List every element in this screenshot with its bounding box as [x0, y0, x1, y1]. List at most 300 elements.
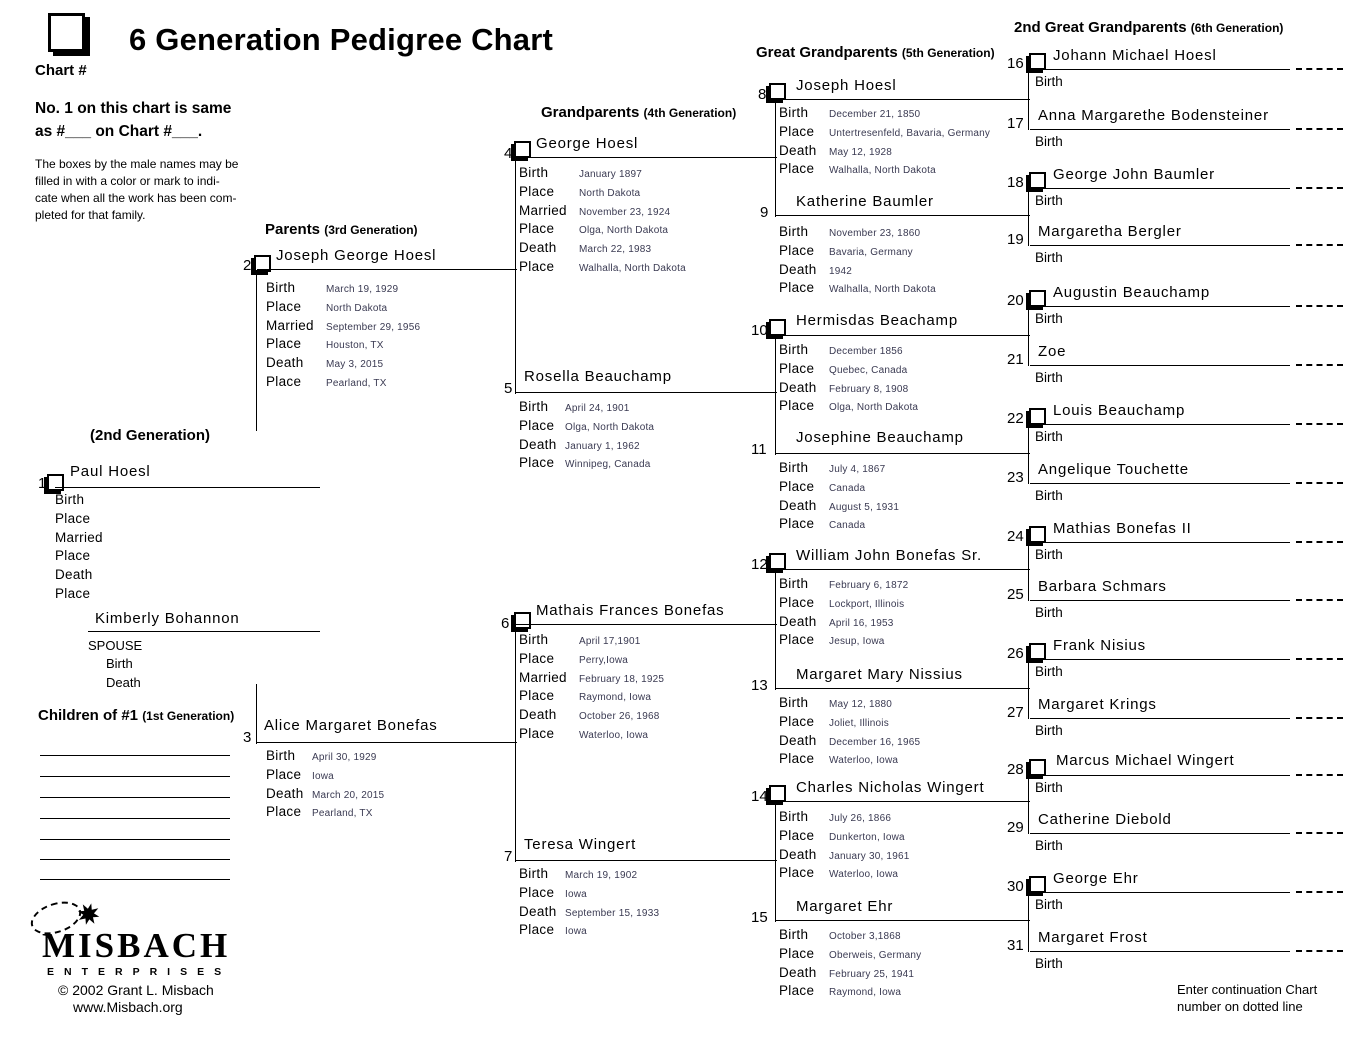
person-number: 28	[1007, 761, 1024, 778]
male-checkbox[interactable]	[1029, 408, 1046, 425]
field-value: Perry,Iowa	[579, 654, 629, 666]
name-line	[776, 920, 1030, 921]
connector-line	[1028, 188, 1029, 246]
continuation-dash-line[interactable]	[1296, 305, 1343, 307]
field-value: Iowa	[312, 770, 334, 782]
name-line	[1030, 951, 1290, 952]
name-line	[1030, 483, 1290, 484]
field-value: Houston, TX	[326, 340, 384, 352]
field-value: April 24, 1901	[565, 403, 630, 414]
field-label: Death	[519, 707, 557, 723]
children-blank-line[interactable]	[40, 776, 230, 777]
person-fields	[266, 748, 384, 823]
field-value: October 3,1868	[829, 931, 901, 942]
children-blank-line[interactable]	[40, 859, 230, 860]
field-value: February 8, 1908	[829, 383, 909, 395]
field-value: April 30, 1929	[312, 752, 377, 763]
name-line	[1030, 424, 1290, 425]
field-label: Birth	[779, 809, 809, 824]
person-name: Frank Nisius	[1053, 637, 1146, 654]
person-number: 4	[504, 145, 513, 162]
field-value: Waterloo, Iowa	[579, 729, 649, 741]
field-value: October 26, 1968	[579, 711, 660, 723]
person-name: Joseph George Hoesl	[276, 247, 437, 264]
birth-label: Birth	[1035, 250, 1063, 265]
person-fields	[779, 224, 936, 299]
birth-label: Birth	[1035, 605, 1063, 620]
person-name: Zoe	[1038, 343, 1067, 360]
name-line	[1030, 129, 1290, 130]
field-value: Waterloo, Iowa	[829, 755, 899, 767]
person-number: 19	[1007, 231, 1024, 248]
field-label: Place	[779, 751, 815, 767]
person-fields	[519, 399, 654, 474]
field-label: Place	[779, 242, 815, 258]
connector-line	[1028, 659, 1029, 719]
person-name: Hermisdas Beachamp	[796, 312, 958, 329]
field-label: Birth	[779, 342, 809, 357]
person-fields	[779, 927, 921, 1002]
field-value: Iowa	[565, 926, 587, 938]
chart-reference-note-line1: No. 1 on this chart is same	[35, 100, 232, 117]
person-number: 26	[1007, 645, 1024, 662]
person-name: George Hoesl	[536, 135, 639, 152]
field-value: March 19, 1929	[326, 284, 399, 295]
spouse-name: Kimberly Bohannon	[95, 610, 240, 627]
name-line	[776, 99, 1030, 100]
name-line	[1030, 833, 1290, 834]
person-name: Barbara Schmars	[1038, 578, 1167, 595]
person-fields	[779, 105, 990, 180]
field-label: Place	[519, 417, 555, 433]
person-number: 17	[1007, 115, 1024, 132]
chart-number-box[interactable]	[48, 13, 85, 52]
continuation-dash-line[interactable]	[1296, 541, 1343, 543]
connector-line	[515, 157, 516, 394]
continuation-dash-line[interactable]	[1296, 891, 1343, 893]
person-number: 11	[751, 441, 767, 458]
field-value: Quebec, Canada	[829, 364, 908, 376]
birth-label: Birth	[1035, 897, 1063, 912]
field-label: Place	[779, 713, 815, 729]
continuation-dash-line[interactable]	[1296, 832, 1343, 834]
male-checkbox[interactable]	[769, 785, 786, 802]
person-number: 3	[243, 729, 252, 746]
person-name: Katherine Baumler	[796, 193, 934, 210]
field-value: January 30, 1961	[829, 850, 910, 862]
person-number: 1	[38, 475, 47, 492]
field-value: September 15, 1933	[565, 907, 660, 919]
field-value: July 26, 1866	[829, 813, 892, 824]
field-label: Birth	[266, 748, 296, 763]
field-label: Place	[266, 336, 302, 352]
field-label: Place	[55, 548, 91, 564]
name-line	[1030, 775, 1290, 776]
field-label: Place	[519, 922, 555, 938]
connector-line	[515, 624, 516, 862]
birth-label: Birth	[1035, 311, 1063, 326]
field-label: Place	[519, 688, 555, 704]
field-label: Place	[779, 983, 815, 999]
birth-label: Birth	[1035, 488, 1063, 503]
field-label: Place	[266, 373, 302, 389]
field-value: December 1856	[829, 346, 903, 357]
field-value: Jesup, Iowa	[829, 636, 885, 648]
field-label: Place	[779, 827, 815, 843]
instructions-line: filled in with a color or mark to indi-	[35, 174, 220, 188]
children-blank-line[interactable]	[40, 879, 230, 880]
generation-header-1st: Children of #1 (1st Generation)	[38, 707, 235, 724]
male-checkbox[interactable]	[514, 141, 531, 158]
field-label: Birth	[519, 399, 549, 414]
person-name: Johann Michael Hoesl	[1053, 47, 1217, 64]
male-checkbox[interactable]	[47, 474, 64, 491]
field-value: Canada	[829, 520, 866, 532]
field-label: Place	[779, 398, 815, 414]
field-label: Place	[779, 865, 815, 881]
male-checkbox[interactable]	[1029, 172, 1046, 189]
person-fields	[266, 280, 420, 393]
field-label: Place	[266, 298, 302, 314]
person-number: 29	[1007, 819, 1024, 836]
person-number: 22	[1007, 410, 1024, 427]
connector-line	[1028, 892, 1029, 952]
name-line	[1030, 188, 1290, 189]
field-label: Birth	[779, 695, 809, 710]
field-value: December 16, 1965	[829, 736, 921, 748]
instructions-line: pleted for that family.	[35, 208, 146, 222]
field-value: North Dakota	[326, 302, 388, 314]
person-number: 12	[751, 556, 768, 573]
field-label: Place	[266, 804, 302, 820]
name-line	[776, 801, 1030, 802]
birth-label: Birth	[1035, 429, 1063, 444]
name-line	[516, 624, 777, 625]
person-fields	[779, 809, 909, 884]
field-value: March 22, 1983	[579, 244, 652, 256]
field-label: Married	[266, 317, 314, 333]
person-number: 23	[1007, 469, 1024, 486]
field-label: Death	[266, 355, 304, 371]
field-label: Married	[519, 669, 567, 685]
field-label: Birth	[519, 632, 549, 647]
connector-line	[1028, 424, 1029, 484]
birth-label: Birth	[1035, 664, 1063, 679]
field-value: May 12, 1928	[829, 146, 892, 158]
field-label: Place	[779, 632, 815, 648]
continuation-dash-line[interactable]	[1296, 423, 1343, 425]
connector-line	[775, 99, 776, 217]
name-line	[1030, 659, 1290, 660]
children-blank-line[interactable]	[40, 755, 230, 756]
connector-line	[1028, 542, 1029, 601]
male-checkbox[interactable]	[1029, 290, 1046, 307]
connector-line	[256, 269, 257, 431]
person-fields	[779, 695, 920, 770]
continuation-dash-line[interactable]	[1296, 187, 1343, 189]
connector-line	[775, 569, 776, 690]
continuation-note-line1: Enter continuation Chart	[1177, 982, 1318, 997]
continuation-dash-line[interactable]	[1296, 244, 1343, 246]
person-number: 14	[751, 788, 768, 805]
page-title: 6 Generation Pedigree Chart	[129, 22, 554, 57]
field-value: Waterloo, Iowa	[829, 869, 899, 881]
connector-line	[775, 335, 776, 455]
field-value: Walhalla, North Dakota	[829, 284, 936, 296]
birth-label: Birth	[1035, 547, 1063, 562]
name-line	[776, 215, 1030, 216]
children-blank-line[interactable]	[40, 818, 230, 819]
field-value: Untertresenfeld, Bavaria, Germany	[829, 127, 991, 139]
field-label: Death	[519, 903, 557, 919]
name-line	[776, 569, 1030, 570]
field-value: Iowa	[565, 888, 587, 900]
person-number: 15	[751, 909, 768, 926]
field-label: Place	[55, 585, 91, 601]
field-value: Joliet, Illinois	[829, 717, 889, 729]
field-value: Lockport, Illinois	[829, 598, 905, 610]
person-name: Margaretha Bergler	[1038, 223, 1182, 240]
field-value: February 18, 1925	[579, 673, 665, 685]
field-label: Birth	[779, 576, 809, 591]
male-checkbox[interactable]	[1029, 53, 1046, 70]
connector-line	[1028, 306, 1029, 366]
continuation-dash-line[interactable]	[1296, 599, 1343, 601]
person-name: Rosella Beauchamp	[524, 368, 672, 385]
connector-line	[1028, 775, 1029, 834]
person-name: Teresa Wingert	[524, 836, 637, 853]
male-checkbox[interactable]	[769, 553, 786, 570]
name-line	[1030, 718, 1290, 719]
field-value: Dunkerton, Iowa	[829, 831, 905, 843]
instructions-line: The boxes by the male names may be	[35, 157, 239, 171]
children-blank-line[interactable]	[40, 839, 230, 840]
person-name: William John Bonefas Sr.	[796, 547, 982, 564]
field-label: Birth	[779, 460, 809, 475]
person-fields	[519, 165, 686, 278]
person-name: Margaret Frost	[1038, 929, 1148, 946]
field-label: Death	[779, 379, 817, 395]
person-number: 10	[751, 322, 768, 339]
continuation-dash-line[interactable]	[1296, 774, 1343, 776]
field-label: Death	[779, 964, 817, 980]
field-label: Place	[779, 123, 815, 139]
name-line	[257, 269, 517, 270]
children-blank-line[interactable]	[40, 797, 230, 798]
person-number: 24	[1007, 528, 1024, 545]
person-fields	[55, 492, 103, 605]
field-value: February 6, 1872	[829, 580, 909, 591]
continuation-dash-line[interactable]	[1296, 68, 1343, 70]
field-label: Birth	[266, 280, 296, 295]
name-line	[1030, 245, 1290, 246]
name-line	[257, 742, 517, 743]
field-value: Pearland, TX	[312, 808, 373, 820]
field-value: Raymond, Iowa	[829, 987, 902, 999]
person-fields	[519, 866, 659, 941]
name-line	[516, 157, 777, 158]
logo-brand: MISBACH	[42, 926, 231, 965]
logo-subtitle: ENTERPRISES	[47, 966, 232, 978]
person-name: Catherine Diebold	[1038, 811, 1172, 828]
field-value: Oberweis, Germany	[829, 949, 922, 961]
person-number: 5	[504, 380, 513, 397]
field-label: Married	[55, 529, 103, 545]
field-label: Place	[779, 945, 815, 961]
field-label: Place	[55, 510, 91, 526]
birth-label: Birth	[1035, 780, 1063, 795]
field-value: Olga, North Dakota	[565, 421, 655, 433]
field-value: Olga, North Dakota	[579, 225, 669, 237]
field-value: March 20, 2015	[312, 789, 385, 801]
field-value: Winnipeg, Canada	[565, 459, 651, 471]
person-name: Marcus Michael Wingert	[1056, 752, 1235, 769]
chart-reference-note-line2: as #___ on Chart #___.	[35, 123, 203, 140]
field-value: 1942	[829, 265, 853, 277]
person-number: 20	[1007, 292, 1024, 309]
name-line	[1030, 892, 1290, 893]
continuation-dash-line[interactable]	[1296, 482, 1343, 484]
field-label: Place	[519, 725, 555, 741]
field-value: North Dakota	[579, 187, 641, 199]
continuation-dash-line[interactable]	[1296, 128, 1343, 130]
continuation-dash-line[interactable]	[1296, 950, 1343, 952]
name-line	[1030, 600, 1290, 601]
field-label: Birth	[779, 105, 809, 120]
name-line	[776, 688, 1030, 689]
field-label: Place	[519, 650, 555, 666]
male-checkbox[interactable]	[1029, 643, 1046, 660]
field-label: Death	[779, 613, 817, 629]
field-label: Place	[779, 280, 815, 296]
person-name: Paul Hoesl	[70, 463, 151, 480]
person-name: Anna Margarethe Bodensteiner	[1038, 107, 1269, 124]
name-line	[55, 487, 320, 488]
person-name: Joseph Hoesl	[796, 77, 897, 94]
birth-label: Birth	[1035, 838, 1063, 853]
person-name: Charles Nicholas Wingert	[796, 779, 985, 796]
continuation-dash-line[interactable]	[1296, 658, 1343, 660]
person-name: Margaret Ehr	[796, 898, 894, 915]
field-label: Birth	[55, 492, 85, 507]
field-value: September 29, 1956	[326, 321, 421, 333]
birth-label: Birth	[1035, 74, 1063, 89]
person-name: Margaret Mary Nissius	[796, 666, 963, 683]
field-label: Place	[519, 455, 555, 471]
person-number: 30	[1007, 878, 1024, 895]
field-label: Death	[779, 497, 817, 513]
logo-url[interactable]: www.Misbach.org	[73, 999, 183, 1015]
male-checkbox[interactable]	[1029, 759, 1046, 776]
field-label: Place	[519, 221, 555, 237]
field-value: Canada	[829, 482, 866, 494]
instructions-line: cate when all the work has been com-	[35, 191, 237, 205]
field-label: Place	[779, 594, 815, 610]
continuation-dash-line[interactable]	[1296, 717, 1343, 719]
field-value: Pearland, TX	[326, 377, 387, 389]
field-label: Place	[266, 766, 302, 782]
field-value: August 5, 1931	[829, 501, 900, 513]
field-label: Birth	[779, 927, 809, 942]
name-line	[1030, 542, 1290, 543]
field-label: Married	[519, 202, 567, 218]
name-line	[1030, 306, 1290, 307]
person-number: 25	[1007, 586, 1024, 603]
field-value: May 12, 1880	[829, 699, 892, 710]
field-label: Death	[779, 846, 817, 862]
field-label: Place	[779, 516, 815, 532]
field-label: Birth	[519, 165, 549, 180]
field-label: Place	[519, 183, 555, 199]
field-label: Place	[519, 258, 555, 274]
field-value: December 21, 1850	[829, 109, 921, 120]
person-number: 7	[504, 848, 513, 865]
generation-header-6th: 2nd Great Grandparents (6th Generation)	[1014, 19, 1284, 36]
field-label: Place	[519, 884, 555, 900]
field-value: April 16, 1953	[829, 617, 894, 629]
person-name: Alice Margaret Bonefas	[264, 717, 438, 734]
field-value: Bavaria, Germany	[829, 246, 913, 258]
field-label: Place	[779, 478, 815, 494]
logo-copyright: © 2002 Grant L. Misbach	[58, 982, 214, 998]
birth-label: Birth	[1035, 193, 1063, 208]
male-checkbox[interactable]	[1029, 526, 1046, 543]
chart-number-label: Chart #	[35, 62, 87, 79]
person-number: 18	[1007, 174, 1024, 191]
field-value: March 19, 1902	[565, 870, 638, 881]
field-value: Raymond, Iowa	[579, 692, 652, 704]
field-label: Death	[519, 240, 557, 256]
person-name: Margaret Krings	[1038, 696, 1157, 713]
name-line	[1030, 69, 1290, 70]
person-name: George Ehr	[1053, 870, 1139, 887]
field-label: Birth	[779, 224, 809, 239]
field-value: July 4, 1867	[829, 464, 886, 475]
name-line	[776, 335, 1030, 336]
birth-label: Birth	[1035, 370, 1063, 385]
field-label: Birth	[519, 866, 549, 881]
field-label: Death	[266, 785, 304, 801]
name-line	[776, 453, 1030, 454]
field-label: Death	[106, 675, 141, 690]
continuation-dash-line[interactable]	[1296, 364, 1343, 366]
person-number: 8	[758, 86, 767, 103]
field-value: Walhalla, North Dakota	[579, 262, 686, 274]
male-checkbox[interactable]	[769, 83, 786, 100]
male-checkbox[interactable]	[769, 319, 786, 336]
field-label: Place	[779, 161, 815, 177]
field-label: Death	[519, 436, 557, 452]
person-name: Angelique Touchette	[1038, 461, 1189, 478]
person-number: 16	[1007, 55, 1024, 72]
person-name: George John Baumler	[1053, 166, 1215, 183]
field-value: January 1897	[579, 169, 643, 180]
person-fields	[519, 632, 664, 745]
generation-header-5th: Great Grandparents (5th Generation)	[756, 44, 995, 61]
field-value: April 17,1901	[579, 636, 641, 647]
person-number: 13	[751, 677, 768, 694]
field-label: Birth	[106, 656, 133, 671]
generation-header-3rd: Parents (3rd Generation)	[265, 221, 418, 238]
male-checkbox[interactable]	[1029, 876, 1046, 893]
field-label: Place	[779, 360, 815, 376]
name-line	[1030, 365, 1290, 366]
name-line	[88, 631, 320, 632]
name-line	[516, 860, 777, 861]
person-name: Augustin Beauchamp	[1053, 284, 1210, 301]
male-checkbox[interactable]	[514, 612, 531, 629]
birth-label: Birth	[1035, 956, 1063, 971]
